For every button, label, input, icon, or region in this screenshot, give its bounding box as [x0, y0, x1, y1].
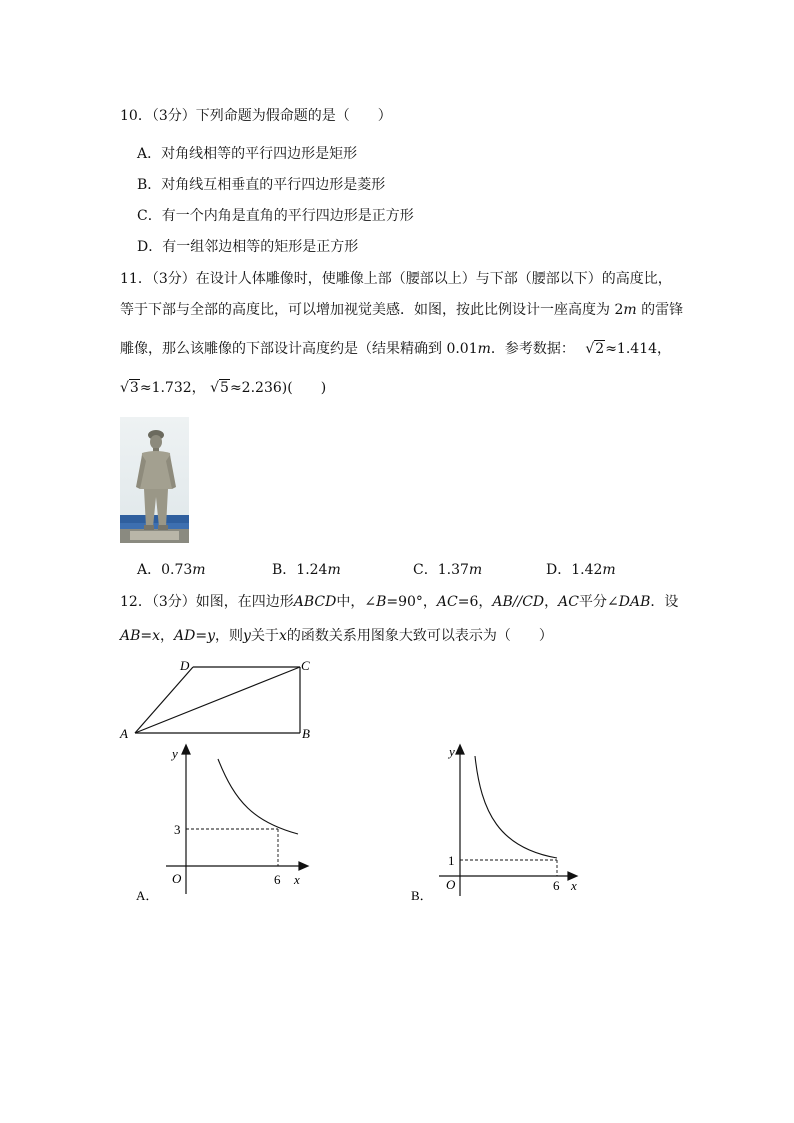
x-mark-b: 6 [553, 878, 560, 893]
y-axis-label-a: y [172, 746, 178, 761]
q11-line3: 雕像，那么该雕像的下部设计高度约是（结果精确到 0.01m．参考数据： √2≈1.414， [120, 341, 672, 357]
q11-option-a: A．0.73m [137, 562, 206, 578]
label-d: D [180, 658, 190, 673]
q10-stem: 10．（3分）下列命题为假命题的是（ ） [120, 108, 392, 124]
label-c: C [301, 658, 310, 673]
curve-b [475, 756, 557, 858]
label-a: A [120, 726, 128, 741]
y-axis-label-b: y [449, 744, 455, 759]
label-b: B [302, 726, 310, 741]
q10-option-d: D．有一组邻边相等的矩形是正方形 [137, 239, 359, 255]
q10-option-b: B．对角线互相垂直的平行四边形是菱形 [137, 177, 386, 193]
q10-option-c: C．有一个内角是直角的平行四边形是正方形 [137, 208, 414, 224]
statue-image [120, 417, 189, 543]
y-mark-a: 3 [174, 822, 181, 837]
quadrilateral-figure [114, 654, 324, 744]
q12-line2: AB=x，AD=y，则y关于x的函数关系用图象大致可以表示为（ ） [120, 628, 553, 644]
sqrt-3: √3 [120, 380, 139, 396]
graph-a [130, 742, 320, 902]
sqrt-5: √5 [210, 380, 229, 396]
sqrt-2: √2 [585, 341, 605, 357]
graph-a-option: A． [136, 888, 159, 902]
origin-label-b: O [446, 877, 456, 892]
y-mark-b: 1 [448, 853, 455, 868]
q11-line1: 11．（3分）在设计人体雕像时，使雕像上部（腰部以上）与下部（腰部以下）的高度比， [120, 271, 672, 287]
x-mark-a: 6 [274, 872, 281, 887]
origin-label-a: O [172, 871, 182, 886]
graph-b-option: B． [411, 888, 433, 902]
q11-line2: 等于下部与全部的高度比，可以增加视觉美感．如图，按此比例设计一座高度为 2m 的雷锋 [120, 302, 684, 318]
q11-option-b: B．1.24m [272, 562, 341, 578]
curve-a [218, 759, 298, 834]
x-axis-label-a: x [294, 872, 300, 887]
graph-b [405, 742, 595, 902]
q11-line4: √3≈1.732， √5≈2.236)( ) [120, 380, 327, 396]
x-axis-label-b: x [571, 878, 577, 893]
q11-option-d: D．1.42m [546, 562, 616, 578]
q11-option-c: C．1.37m [413, 562, 483, 578]
q10-option-a: A．对角线相等的平行四边形是矩形 [137, 146, 358, 162]
q12-line1: 12．（3分）如图，在四边形ABCD中，∠B=90°，AC=6，AB//CD，AC平分∠DAB．设 [120, 594, 679, 610]
